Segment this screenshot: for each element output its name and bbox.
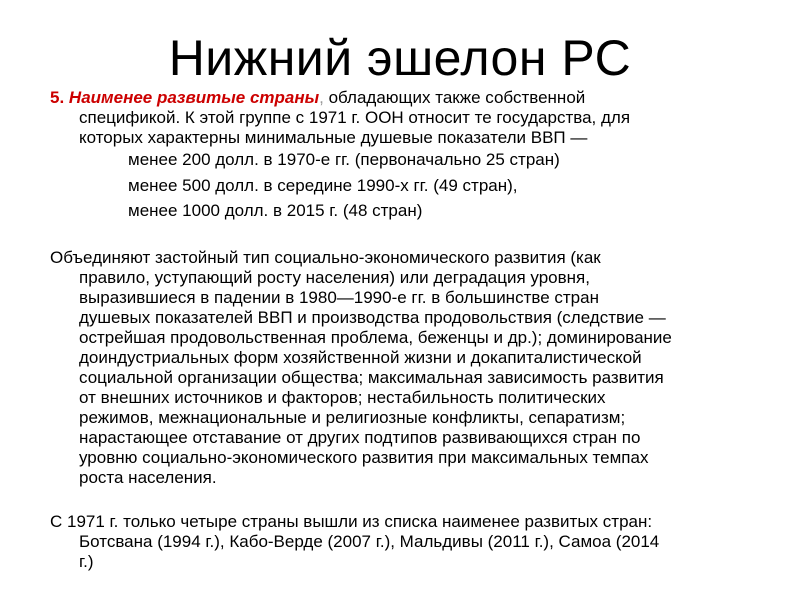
- item-line-1-rest: обладающих также собственной: [323, 88, 586, 107]
- item-5-line-1: [50, 88, 630, 108]
- paragraph-line: от внешних источников и факторов; нестабильность политических: [79, 388, 606, 407]
- paragraph-line: Объединяют застойный тип социально-экономического развития (как: [50, 248, 601, 267]
- item-5-line-3: которых характерны минимальные душевые показатели ВВП —: [79, 128, 588, 147]
- paragraph-line: роста населения.: [79, 468, 217, 487]
- paragraph-characteristics: [50, 248, 672, 488]
- paragraph-line: правило, уступающий росту населения) или деградация уровня,: [79, 268, 590, 287]
- paragraph-line: Ботсвана (1994 г.), Кабо-Верде (2007 г.), Мальдивы (2011 г.), Самоа (2014: [79, 532, 660, 551]
- item-5-paragraph: [50, 88, 630, 148]
- paragraph-line: острейшая продовольственная проблема, беженцы и др.); доминирование: [79, 328, 672, 347]
- paragraph-graduated-countries: [50, 512, 659, 572]
- item-number: 5.: [50, 88, 65, 107]
- sub-item-1990s: менее 500 долл. в середине 1990-х гг. (49 стран),: [128, 176, 518, 195]
- paragraph-line: режимов, межнациональные и религиозные конфликты, сепаратизм;: [79, 408, 626, 427]
- slide-title: Нижний эшелон РС: [168, 30, 632, 86]
- paragraph-line: г.): [79, 552, 94, 571]
- paragraph-line: выразившиеся в падении в 1980—1990-е гг. в большинстве стран: [79, 288, 599, 307]
- paragraph-line: доиндустриальных форм хозяйственной жизни и докапиталистической: [79, 348, 642, 367]
- paragraph-line: нарастающее отставание от других подтипов развивающихся стран по: [79, 428, 641, 447]
- paragraph-line: социальной организации общества; максимальная зависимость развития: [79, 368, 664, 387]
- paragraph-line: уровню социально-экономического развития при максимальных темпах: [79, 448, 649, 467]
- paragraph-line: С 1971 г. только четыре страны вышли из списка наименее развитых стран:: [50, 512, 653, 531]
- item-comma: ,: [319, 88, 324, 107]
- item-emphasis: Наименее развитые страны: [68, 88, 320, 107]
- item-5-line-2: спецификой. К этой группе с 1971 г. ООН относит те государства, для: [79, 108, 631, 127]
- sub-item-2015: менее 1000 долл. в 2015 г. (48 стран): [128, 201, 423, 220]
- sub-item-1970s: менее 200 долл. в 1970-е гг. (первоначально 25 стран): [128, 150, 560, 169]
- paragraph-line: душевых показателей ВВП и производства продовольствия (следствие —: [79, 308, 666, 327]
